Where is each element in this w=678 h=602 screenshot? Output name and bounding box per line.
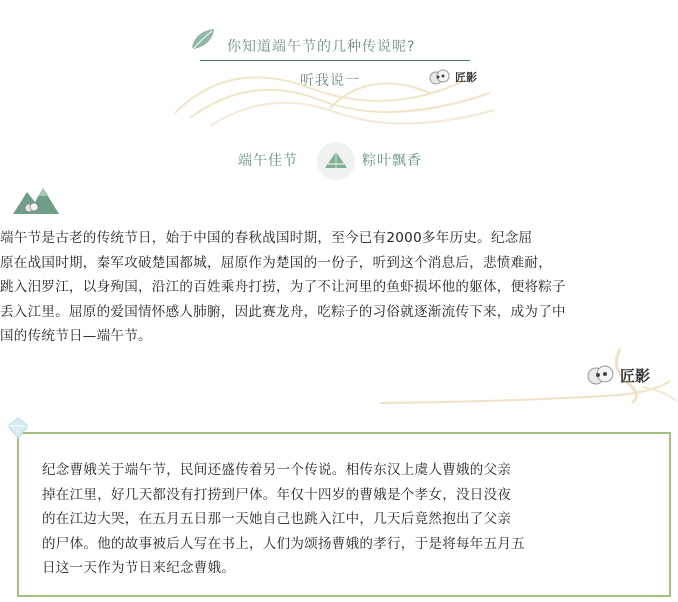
paragraph-line: 日这一天作为节日来纪念曹娥。 bbox=[42, 560, 236, 576]
festival-title-right: 粽叶飘香 bbox=[362, 153, 422, 169]
brand-name: 匠影 bbox=[455, 71, 477, 84]
brand-logo-large bbox=[585, 362, 655, 388]
paragraph-line: 端午节是古老的传统节日，始于中国的春秋战国时期，至今已有2000多年历史。纪念屈 bbox=[0, 230, 533, 246]
header-listen-text: 听我说一 bbox=[300, 73, 360, 89]
festival-title-left: 端午佳节 bbox=[238, 153, 298, 169]
mountain-icon bbox=[11, 184, 61, 216]
paragraph-quyuan bbox=[0, 226, 678, 349]
paragraph-line: 丢入江里。屈原的爱国情怀感人肺腑，因此赛龙舟，吃粽子的习俗就逐渐流传下来，成为了中 bbox=[0, 303, 566, 320]
paragraph-line: 的在江边大哭，在五月五日那一天她自己也跳入江中，几天后竟然抱出了父亲 bbox=[42, 511, 512, 527]
brand-cloud-icon bbox=[585, 363, 617, 387]
leaf-icon bbox=[190, 27, 218, 53]
brand-cloud-icon bbox=[428, 67, 452, 87]
zongzi-icon bbox=[317, 142, 355, 180]
paragraph-line: 国的传统节日—端午节。 bbox=[0, 328, 152, 344]
header-question: 你知道端午节的几种传说呢? bbox=[227, 39, 416, 55]
paragraph-line: 原在战国时期，秦军攻破楚国都城，屈原作为楚国的一份子，听到这个消息后，悲愤难耐， bbox=[0, 254, 552, 271]
paragraph-line: 跳入汨罗江，以身殉国，沿江的百姓乘舟打捞，为了不让河里的鱼虾损坏他的躯体，便将粽子 bbox=[0, 279, 566, 295]
paragraph-line: 掉在江里，好几天都没有打捞到尸体。年仅十四岁的曹娥是个孝女，没日没夜 bbox=[42, 486, 512, 503]
header-divider bbox=[200, 60, 470, 61]
paragraph-caoe bbox=[42, 458, 662, 581]
paragraph-line: 的尸体。他的故事被后人写在书上，人们为颂扬曹娥的孝行，于是将每年五月五 bbox=[42, 535, 525, 552]
gem-icon bbox=[6, 416, 30, 440]
paragraph-line: 纪念曹娥关于端午节，民间还盛传着另一个传说。相传东汉上虞人曹娥的父亲 bbox=[42, 462, 512, 478]
brand-name: 匠影 bbox=[620, 367, 651, 385]
